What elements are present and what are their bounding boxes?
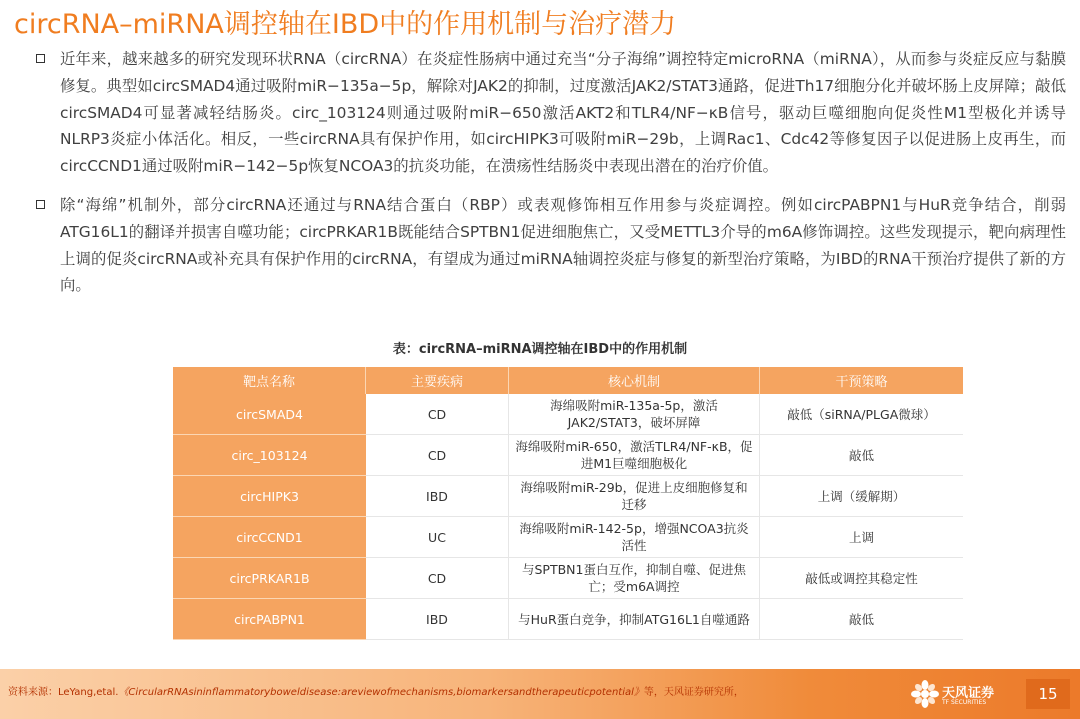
source-suffix: 等，天风证券研究所，: [643, 687, 744, 698]
source-note: [8, 683, 744, 698]
strategy-cell: 敲低: [760, 435, 963, 476]
source-title: 《CircularRNAsininflammatoryboweldisease:areviewofmechanisms,biomarkersandtherapeuticpotential》: [118, 687, 644, 698]
logo-subtitle: TF SECURITIES: [942, 699, 987, 706]
strategy-cell: 敲低或调控其稳定性: [760, 558, 963, 599]
mechanism-cell: 海绵吸附miR-650，激活TLR4/NF-κB，促进M1巨噬细胞极化: [509, 435, 760, 476]
column-header: 靶点名称: [173, 367, 366, 394]
disease-cell: CD: [366, 394, 509, 435]
table-header-row: [173, 367, 963, 394]
target-cell: circ_103124: [173, 435, 366, 476]
mechanism-cell: 与HuR蛋白竞争，抑制ATG16L1自噬通路: [509, 599, 760, 640]
column-header: 干预策略: [760, 367, 963, 394]
target-cell: circPABPN1: [173, 599, 366, 640]
mechanism-cell: 海绵吸附miR-29b，促进上皮细胞修复和迁移: [509, 476, 760, 517]
column-header: 核心机制: [509, 367, 760, 394]
mechanism-cell: 与SPTBN1蛋白互作，抑制自噬、促进焦亡；受m6A调控: [509, 558, 760, 599]
source-prefix: 资料来源：LeYang,etal.: [8, 687, 119, 698]
bullet-text: 除“海绵”机制外，部分circRNA还通过与RNA结合蛋白（RBP）或表观修饰相互作用参与炎症调控。例如circPABPN1与HuR竞争结合，削弱ATG16L1的翻译并损害自噬功能；circPRKAR1B既能结合SPTBN1促进细胞焦亡，又受METTL3介导的m6A修饰调控。这些发现提示，靶向病理性上调的促炎circRNA或补充具有保护作用的circRNA，有望成为通过miRNA轴调控炎症与修复的新型治疗策略，为IBD的RNA干预治疗提供了新的方向。: [60, 195, 1066, 295]
bullet-item: [36, 192, 1066, 299]
mechanism-cell: 海绵吸附miR-135a-5p，激活JAK2/STAT3，破坏屏障: [509, 394, 760, 435]
square-bullet-icon: [36, 200, 45, 209]
disease-cell: CD: [366, 435, 509, 476]
square-bullet-icon: [36, 54, 45, 63]
target-cell: circSMAD4: [173, 394, 366, 435]
table-row: [173, 599, 963, 640]
mechanism-cell: 海绵吸附miR-142-5p，增强NCOA3抗炎活性: [509, 517, 760, 558]
bullet-text: 近年来，越来越多的研究发现环状RNA（circRNA）在炎症性肠病中通过充当“分子海绵”调控特定microRNA（miRNA），从而参与炎症反应与黏膜修复。典型如circSMAD4通过吸附miR−135a−5p，解除对JAK2的抑制，过度激活JAK2/STAT3通路，促进Th17细胞分化并破坏肠上皮屏障；敲低circSMAD4可显著减轻结肠炎。circ_103124则通过吸附miR−650激活AKT2和TLR4/NF−κB信号，驱动巨噬细胞向促炎性M1型极化并诱导NLRP3炎症小体活化。相反，一些circRNA具有保护作用，如circHIPK3可吸附miR−29b，上调Rac1、Cdc42等修复因子以促进肠上皮再生，而circCCND1通过吸附miR−142−5p恢复NCOA3的抗炎功能，在溃疡性结肠炎中表现出潜在的治疗价值。: [60, 50, 1066, 176]
bullet-item: [36, 46, 1066, 180]
bullet-list: [36, 46, 1066, 299]
table-row: [173, 476, 963, 517]
table-caption: 表：circRNA–miRNA调控轴在IBD中的作用机制: [392, 342, 688, 357]
footer-bar: [0, 669, 1080, 719]
target-cell: circCCND1: [173, 517, 366, 558]
table-row: [173, 394, 963, 435]
disease-cell: IBD: [366, 599, 509, 640]
disease-cell: CD: [366, 558, 509, 599]
mechanism-table: [173, 367, 963, 640]
target-cell: circHIPK3: [173, 476, 366, 517]
strategy-cell: 敲低（siRNA/PLGA微球）: [760, 394, 963, 435]
table-row: [173, 517, 963, 558]
table-row: [173, 558, 963, 599]
page-number: 15: [1026, 679, 1070, 709]
table-row: [173, 435, 963, 476]
target-cell: circPRKAR1B: [173, 558, 366, 599]
disease-cell: UC: [366, 517, 509, 558]
strategy-cell: 上调（缓解期）: [760, 476, 963, 517]
strategy-cell: 敲低: [760, 599, 963, 640]
company-logo: [910, 677, 1000, 711]
logo-name: 天风证券: [942, 686, 995, 701]
column-header: 主要疾病: [366, 367, 509, 394]
page-title: circRNA–miRNA调控轴在IBD中的作用机制与治疗潜力: [14, 9, 677, 40]
disease-cell: IBD: [366, 476, 509, 517]
strategy-cell: 上调: [760, 517, 963, 558]
flower-logo-icon: [910, 679, 940, 709]
